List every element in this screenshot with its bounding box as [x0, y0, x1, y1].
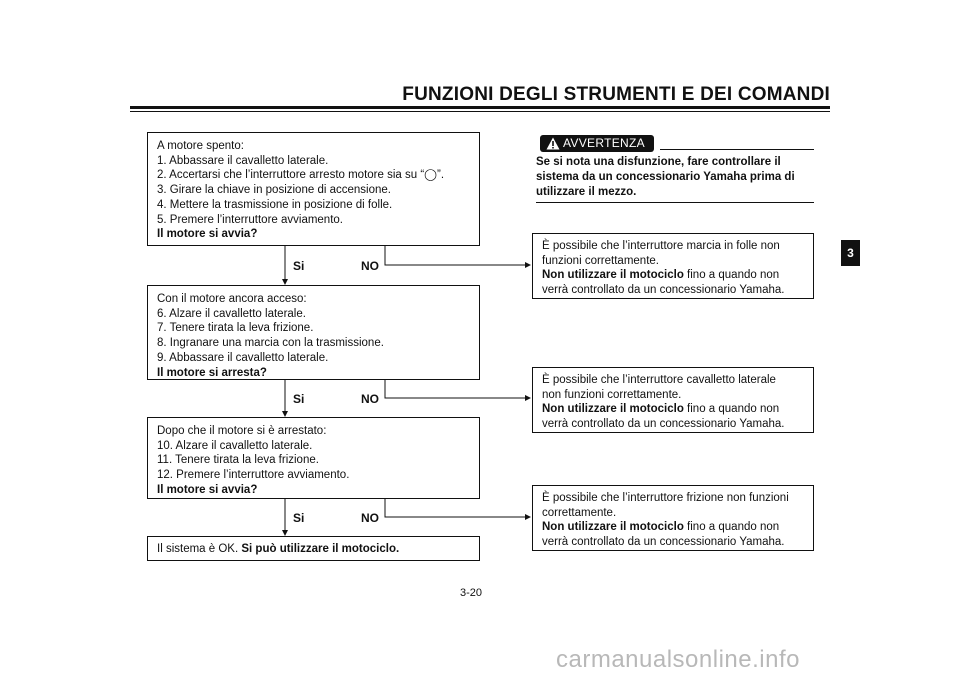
step-line: 11. Tenere tirata la leva frizione.: [157, 454, 319, 467]
step-line: 2. Accertarsi che l’interruttore arresto motore sia su “◯”.: [157, 169, 445, 182]
step-line: 1. Abbassare il cavalletto laterale.: [157, 154, 329, 167]
step-box-3: [147, 417, 480, 499]
watermark: carmanualsonline.info: [556, 646, 800, 673]
page-title: FUNZIONI DEGLI STRUMENTI E DEI COMANDI: [402, 84, 830, 105]
result-line: verrà controllato da un concessionario Yamaha.: [542, 284, 785, 297]
step-question: Il motore si arresta?: [157, 366, 267, 379]
step-line: Dopo che il motore si è arrestato:: [157, 425, 327, 437]
yes-label-3: Si: [293, 511, 305, 525]
no-arrow-3: [385, 499, 530, 517]
yes-label-2: Si: [293, 392, 305, 406]
result-line: non funzioni correttamente.: [542, 388, 682, 401]
result-line: correttamente.: [542, 506, 617, 519]
step-line: 8. Ingranare una marcia con la trasmissione.: [157, 337, 384, 350]
step-line: Con il motore ancora acceso:: [157, 293, 307, 305]
result-box-2: [532, 367, 814, 433]
step-line: 7. Tenere tirata la leva frizione.: [157, 322, 314, 335]
step-line: 12. Premere l’interruttore avviamento.: [157, 469, 350, 482]
step-line: 3. Girare la chiave in posizione di accensione.: [157, 184, 391, 197]
result-warning: Non utilizzare il motociclo fino a quando non: [542, 269, 780, 282]
step-line: 9. Abbassare il cavalletto laterale.: [157, 351, 329, 364]
step-box-2: [147, 285, 480, 380]
result-warning: Non utilizzare il motociclo fino a quando non: [542, 521, 780, 534]
no-arrow-1: [385, 246, 530, 265]
warning-rule-bottom: [536, 202, 814, 203]
warning-label: AVVERTENZA: [563, 136, 645, 150]
step-line: 6. Alzare il cavalletto laterale.: [157, 307, 306, 320]
result-line: verrà controllato da un concessionario Yamaha.: [542, 418, 785, 431]
no-arrow-2: [385, 380, 530, 398]
chapter-tab: 3: [841, 240, 860, 266]
step-question: Il motore si avvia?: [157, 228, 258, 241]
warning-rule-top: [660, 149, 814, 150]
warning-icon: [546, 137, 560, 150]
warning-badge: [540, 135, 654, 152]
final-box: [147, 536, 480, 561]
no-label-2: NO: [361, 392, 379, 406]
step-question: Il motore si avvia?: [157, 483, 258, 496]
no-label-1: NO: [361, 259, 379, 273]
step-line: A motore spento:: [157, 140, 244, 152]
no-label-3: NO: [361, 511, 379, 525]
final-text: Il sistema è OK. Si può utilizzare il motociclo.: [157, 543, 400, 555]
result-box-3: [532, 485, 814, 551]
result-box-1: [532, 233, 814, 299]
step-line: 10. Alzare il cavalletto laterale.: [157, 439, 313, 452]
result-line: È possibile che l’interruttore cavalletto laterale: [542, 374, 776, 386]
result-line: funzioni correttamente.: [542, 254, 659, 267]
result-line: verrà controllato da un concessionario Yamaha.: [542, 536, 785, 549]
page-number: 3-20: [460, 587, 483, 599]
step-line: 5. Premere l’interruttore avviamento.: [157, 213, 343, 226]
step-line: 4. Mettere la trasmissione in posizione di folle.: [157, 198, 393, 211]
result-warning: Non utilizzare il motociclo fino a quando non: [542, 403, 780, 416]
warning-text: Se si nota una disfunzione, fare controllare il sistema da un concessionario Yamaha prima di utilizzare il mezzo.: [536, 156, 795, 198]
result-line: È possibile che l’interruttore frizione non funzioni: [542, 492, 789, 504]
step-box-1: [147, 132, 480, 246]
yes-label-1: Si: [293, 259, 305, 273]
result-line: È possibile che l’interruttore marcia in folle non: [542, 240, 780, 252]
